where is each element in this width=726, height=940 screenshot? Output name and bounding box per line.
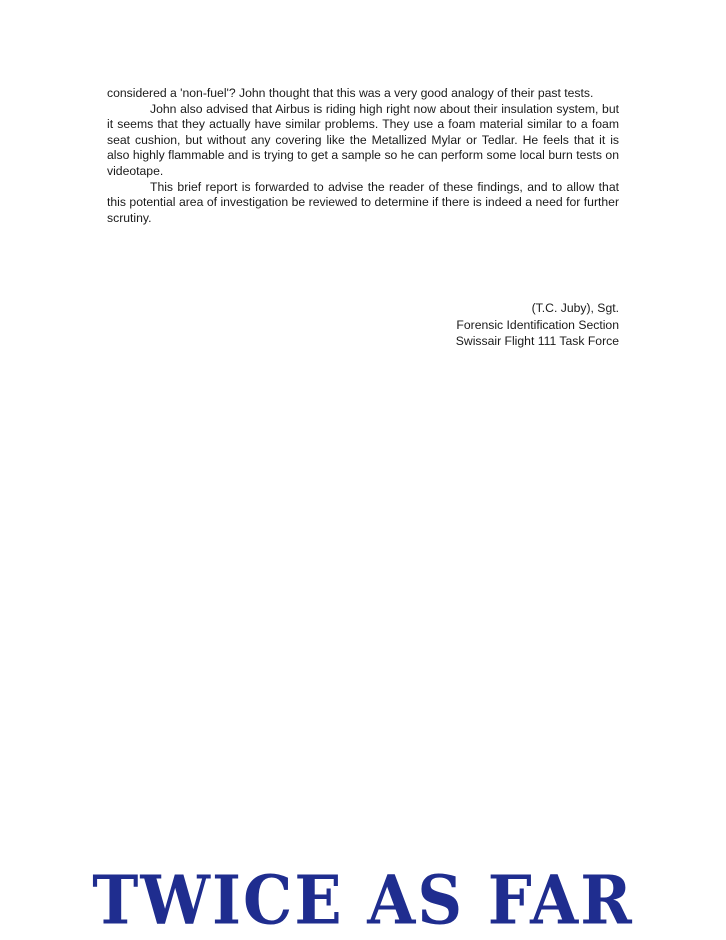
signature-unit: Forensic Identification Section xyxy=(456,317,619,332)
signature-task-force: Swissair Flight 111 Task Force xyxy=(455,334,619,348)
report-body xyxy=(107,86,619,226)
signature-name: (T.C. Juby), Sgt. xyxy=(531,301,619,315)
twice-as-far-banner: TWICE AS FAR xyxy=(92,861,634,940)
paragraph-continuation: considered a 'non-fuel'? John thought that this was a very good analogy of their past tests. xyxy=(107,86,594,100)
paragraph-conclusion: This brief report is forwarded to advise the reader of these findings, and to allow that this potential area of investigation be reviewed to determine if there is indeed a need for further scrutiny. xyxy=(107,179,619,225)
signature-block xyxy=(456,300,619,350)
paragraph-airbus-insulation: John also advised that Airbus is riding high right now about their insulation system, but it seems that they actually have similar problems. They use a foam material similar to a foam seat cushion, but without any covering like the Metallized Mylar or Tedlar. He feels that it is also highly flammable and is trying to get a sample so he can perform some local burn tests on videotape. xyxy=(107,101,619,178)
